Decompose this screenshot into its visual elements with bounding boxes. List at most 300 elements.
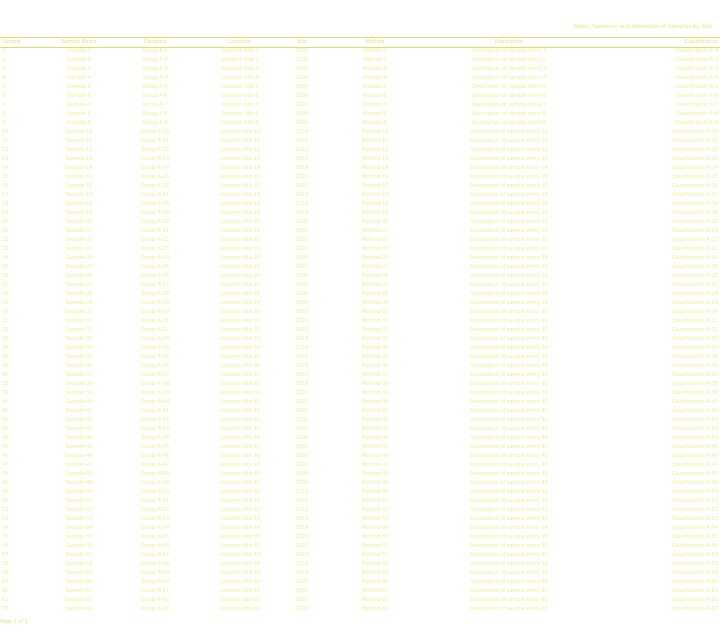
table-cell: Sample-37 <box>65 372 93 378</box>
table-row <box>0 605 720 614</box>
table-cell: 2005 <box>295 84 309 90</box>
table-row <box>0 299 720 308</box>
table-cell: Classification A-22 <box>671 237 718 243</box>
table-cell: Location Site 2 <box>221 57 259 63</box>
table-cell: Sample-20 <box>65 219 93 225</box>
table-cell: Classification A-45 <box>671 444 718 450</box>
table-cell: Sample-7 <box>67 102 91 108</box>
table-row <box>0 290 720 299</box>
table-cell: 2006 <box>295 273 309 279</box>
table-cell: Description of sample entry 48 <box>470 471 548 477</box>
table-cell: Sample-33 <box>65 336 93 342</box>
table-cell: Method-32 <box>361 327 389 333</box>
table-cell: Description of sample entry 60 <box>470 579 548 585</box>
table-cell: 14 <box>2 165 9 171</box>
table-cell: Group A-24 <box>140 255 170 261</box>
table-cell: 2008 <box>295 471 309 477</box>
table-row <box>0 272 720 281</box>
table-cell: Method-63 <box>361 606 389 612</box>
table-cell: Description of sample entry 13 <box>470 156 548 162</box>
table-cell: Description of sample entry 8 <box>471 111 547 117</box>
table-row <box>0 164 720 173</box>
table-cell: 22 <box>2 237 9 243</box>
table-cell: 2003 <box>295 426 309 432</box>
table-cell: Method-46 <box>361 453 389 459</box>
table-cell: Sample-62 <box>65 597 93 603</box>
table-cell: Method-44 <box>361 435 389 441</box>
table-cell: Method-28 <box>361 291 389 297</box>
table-cell: Sample-30 <box>65 309 93 315</box>
table-cell: 2018 <box>295 201 309 207</box>
table-row <box>0 74 720 83</box>
table-cell: Group A-48 <box>140 471 170 477</box>
table-cell: 19 <box>2 210 9 216</box>
table-cell: Group A-13 <box>140 156 170 162</box>
table-cell: Method-14 <box>361 165 389 171</box>
table-cell: Description of sample entry 53 <box>470 516 548 522</box>
table-cell: 44 <box>2 435 9 441</box>
table-cell: 40 <box>2 399 9 405</box>
table-cell: Classification A-34 <box>671 345 718 351</box>
table-cell: 38 <box>2 381 9 387</box>
table-cell: Sample-58 <box>65 561 93 567</box>
table-cell: Classification A-14 <box>671 165 718 171</box>
table-cell: Method-13 <box>361 156 389 162</box>
table-row <box>0 155 720 164</box>
table-cell: Method-35 <box>361 354 389 360</box>
table-cell: Classification A-32 <box>671 327 718 333</box>
table-cell: Method-2 <box>363 57 387 63</box>
table-cell: Sample-22 <box>65 237 93 243</box>
table-cell: Group A-57 <box>140 552 170 558</box>
table-cell: 2014 <box>295 525 309 531</box>
table-cell: Sample-3 <box>67 66 91 72</box>
table-cell: Location Site 33 <box>219 336 261 342</box>
table-cell: Location Site 25 <box>219 264 261 270</box>
table-row <box>0 353 720 362</box>
table-cell: Classification A-49 <box>671 480 718 486</box>
table-cell: 2011 <box>295 498 309 504</box>
table-cell: Classification A-16 <box>671 183 718 189</box>
table-cell: Classification A-4 <box>675 75 718 81</box>
table-cell: Location Site 38 <box>219 381 261 387</box>
table-cell: 2017 <box>295 552 309 558</box>
table-cell: Group A-60 <box>140 579 170 585</box>
table-cell: Description of sample entry 23 <box>470 246 548 252</box>
table-cell: Group A-15 <box>140 174 170 180</box>
table-cell: Sample-10 <box>65 129 93 135</box>
table-cell: Group A-27 <box>140 282 170 288</box>
table-cell: Location Site 16 <box>219 183 261 189</box>
table-cell: Location Site 7 <box>221 102 259 108</box>
table-cell: Group A-49 <box>140 480 170 486</box>
table-cell: Group A-38 <box>140 381 170 387</box>
table-row <box>0 92 720 101</box>
table-cell: Classification A-23 <box>671 246 718 252</box>
table-cell: Description of sample entry 10 <box>470 129 548 135</box>
table-cell: Location Site 21 <box>219 228 261 234</box>
table-cell: Group A-25 <box>140 264 170 270</box>
table-cell: 21 <box>2 228 9 234</box>
table-cell: Sample-38 <box>65 381 93 387</box>
table-cell: Method-27 <box>361 282 389 288</box>
table-cell: Classification A-31 <box>671 318 718 324</box>
table-cell: Location Site 17 <box>219 192 261 198</box>
table-cell: Sample-16 <box>65 183 93 189</box>
table-cell: Method-22 <box>361 237 389 243</box>
table-cell: Description of sample entry 59 <box>470 570 548 576</box>
table-cell: Location Site 55 <box>219 534 261 540</box>
table-cell: Sample-35 <box>65 354 93 360</box>
table-cell: 34 <box>2 345 9 351</box>
table-cell: 2006 <box>295 453 309 459</box>
table-cell: Description of sample entry 24 <box>470 255 548 261</box>
table-cell: Description of sample entry 38 <box>470 381 548 387</box>
table-cell: Method-49 <box>361 480 389 486</box>
table-cell: Classification A-27 <box>671 282 718 288</box>
table-cell: Group A-61 <box>140 588 170 594</box>
table-cell: Location Site 31 <box>219 318 261 324</box>
table-cell: Group A-53 <box>140 516 170 522</box>
table-cell: 2012 <box>295 147 309 153</box>
table-cell: Description of sample entry 6 <box>471 93 547 99</box>
table-cell: Classification A-15 <box>671 174 718 180</box>
table-cell: Description of sample entry 14 <box>470 165 548 171</box>
table-cell: Classification A-57 <box>671 552 718 558</box>
table-cell: Method-31 <box>361 318 389 324</box>
table-cell: Method-30 <box>361 309 389 315</box>
table-cell: Location Site 47 <box>219 462 261 468</box>
table-cell: 31 <box>2 318 9 324</box>
table-row <box>0 452 720 461</box>
table-cell: Method-61 <box>361 588 389 594</box>
table-cell: 2013 <box>295 156 309 162</box>
table-cell: Group A-14 <box>140 165 170 171</box>
table-row <box>0 110 720 119</box>
table-cell: 12 <box>2 147 9 153</box>
table-cell: Sample-46 <box>65 453 93 459</box>
table-cell: Location Site 51 <box>219 498 261 504</box>
table-cell: Sample-52 <box>65 507 93 513</box>
table-cell: Description of sample entry 29 <box>470 300 548 306</box>
column-header: Method <box>365 39 385 45</box>
table-cell: 2009 <box>295 300 309 306</box>
table-cell: 41 <box>2 408 9 414</box>
table-cell: 33 <box>2 336 9 342</box>
table-row <box>0 416 720 425</box>
table-cell: Description of sample entry 61 <box>470 588 548 594</box>
table-cell: 2019 <box>295 570 309 576</box>
table-cell: Description of sample entry 46 <box>470 453 548 459</box>
table-cell: 2009 <box>295 480 309 486</box>
table-row <box>0 119 720 128</box>
table-cell: Location Site 30 <box>219 309 261 315</box>
table-cell: Method-40 <box>361 399 389 405</box>
table-cell: Classification A-59 <box>671 570 718 576</box>
table-row <box>0 101 720 110</box>
table-cell: Description of sample entry 1 <box>471 48 547 54</box>
table-cell: Location Site 56 <box>219 543 261 549</box>
table-cell: Location Site 36 <box>219 363 261 369</box>
table-cell: Method-39 <box>361 390 389 396</box>
table-row <box>0 371 720 380</box>
table-cell: Location Site 18 <box>219 201 261 207</box>
table-cell: 17 <box>2 192 9 198</box>
table-cell: Method-19 <box>361 210 389 216</box>
table-cell: Classification A-51 <box>671 498 718 504</box>
table-cell: Classification A-63 <box>671 606 718 612</box>
table-row <box>0 335 720 344</box>
table-cell: Location Site 12 <box>219 147 261 153</box>
table-cell: Method-33 <box>361 336 389 342</box>
table-cell: Classification A-56 <box>671 543 718 549</box>
table-cell: Group A-47 <box>140 462 170 468</box>
table-cell: 57 <box>2 552 9 558</box>
table-cell: 54 <box>2 525 9 531</box>
table-cell: Location Site 50 <box>219 489 261 495</box>
table-cell: 2007 <box>295 462 309 468</box>
table-cell: Group A-58 <box>140 561 170 567</box>
table-cell: 2001 <box>295 228 309 234</box>
table-row <box>0 425 720 434</box>
table-cell: 2019 <box>295 210 309 216</box>
table-cell: Method-47 <box>361 462 389 468</box>
table-cell: Sample-59 <box>65 570 93 576</box>
table-cell: Location Site 10 <box>219 129 261 135</box>
table-cell: 51 <box>2 498 9 504</box>
table-cell: Sample-25 <box>65 264 93 270</box>
table-cell: Description of sample entry 30 <box>470 309 548 315</box>
table-row <box>0 254 720 263</box>
column-header: Sample Name <box>61 39 97 45</box>
table-cell: Location Site 5 <box>221 84 259 90</box>
table-cell: Description of sample entry 58 <box>470 561 548 567</box>
table-cell: 2004 <box>295 435 309 441</box>
table-cell: Method-51 <box>361 498 389 504</box>
table-cell: Group A-9 <box>142 120 168 126</box>
table-cell: Classification A-18 <box>671 201 718 207</box>
table-row <box>0 218 720 227</box>
table-cell: Group A-20 <box>140 219 170 225</box>
table-cell: Location Site 27 <box>219 282 261 288</box>
table-cell: Sample-41 <box>65 408 93 414</box>
table-cell: Description of sample entry 17 <box>470 192 548 198</box>
table-cell: Group A-26 <box>140 273 170 279</box>
table-cell: Method-62 <box>361 597 389 603</box>
table-cell: Description of sample entry 33 <box>470 336 548 342</box>
table-cell: Classification A-37 <box>671 372 718 378</box>
table-row <box>0 137 720 146</box>
table-cell: 53 <box>2 516 9 522</box>
table-cell: 2010 <box>295 129 309 135</box>
table-cell: Group A-55 <box>140 534 170 540</box>
table-row <box>0 488 720 497</box>
table-cell: Sample-43 <box>65 426 93 432</box>
table-cell: Location Site 19 <box>219 210 261 216</box>
table-cell: Location Site 15 <box>219 174 261 180</box>
table-cell: Classification A-10 <box>671 129 718 135</box>
table-cell: 59 <box>2 570 9 576</box>
table-row <box>0 569 720 578</box>
table-cell: 2004 <box>295 75 309 81</box>
table-cell: Location Site 9 <box>221 120 259 126</box>
table-cell: 2015 <box>295 354 309 360</box>
table-cell: Method-52 <box>361 507 389 513</box>
table-cell: Classification A-39 <box>671 390 718 396</box>
table-cell: Method-55 <box>361 534 389 540</box>
table-row <box>0 200 720 209</box>
table-cell: Sample-26 <box>65 273 93 279</box>
table-cell: Group A-44 <box>140 435 170 441</box>
table-cell: 2019 <box>295 390 309 396</box>
table-cell: Classification A-29 <box>671 300 718 306</box>
table-cell: 58 <box>2 561 9 567</box>
table-cell: Sample-32 <box>65 327 93 333</box>
table-cell: Classification A-17 <box>671 192 718 198</box>
table-cell: 2016 <box>295 543 309 549</box>
table-cell: 62 <box>2 597 9 603</box>
table-cell: Description of sample entry 56 <box>470 543 548 549</box>
table-row <box>0 470 720 479</box>
table-cell: 36 <box>2 363 9 369</box>
table-cell: 47 <box>2 462 9 468</box>
table-cell: Sample-36 <box>65 363 93 369</box>
table-cell: Method-8 <box>363 111 387 117</box>
table-cell: Description of sample entry 21 <box>470 228 548 234</box>
table-cell: 35 <box>2 354 9 360</box>
table-cell: Classification A-35 <box>671 354 718 360</box>
table-cell: 6 <box>2 93 6 99</box>
table-cell: Location Site 59 <box>219 570 261 576</box>
table-cell: 4 <box>2 75 6 81</box>
table-cell: 3 <box>2 66 6 72</box>
table-cell: Location Site 39 <box>219 390 261 396</box>
table-cell: Location Site 6 <box>221 93 259 99</box>
table-cell: 2012 <box>295 507 309 513</box>
table-cell: 2002 <box>295 57 309 63</box>
table-cell: Location Site 57 <box>219 552 261 558</box>
table-cell: Location Site 24 <box>219 255 261 261</box>
table-cell: 45 <box>2 444 9 450</box>
table-cell: Sample-53 <box>65 516 93 522</box>
table-cell: Method-50 <box>361 489 389 495</box>
table-cell: Classification A-36 <box>671 363 718 369</box>
table-cell: Classification A-60 <box>671 579 718 585</box>
table-cell: 2011 <box>295 138 309 144</box>
table-cell: Group A-1 <box>142 48 168 54</box>
table-cell: Method-12 <box>361 147 389 153</box>
table-cell: Sample-27 <box>65 282 93 288</box>
table-cell: Location Site 62 <box>219 597 261 603</box>
column-header: Location <box>229 39 251 45</box>
table-cell: Classification A-50 <box>671 489 718 495</box>
table-cell: Group A-29 <box>140 300 170 306</box>
table-cell: Method-7 <box>363 102 387 108</box>
table-row <box>0 596 720 605</box>
table-cell: Classification A-58 <box>671 561 718 567</box>
table-cell: Group A-8 <box>142 111 168 117</box>
table-cell: Method-21 <box>361 228 389 234</box>
table-cell: Method-56 <box>361 543 389 549</box>
table-cell: Classification A-1 <box>675 48 718 54</box>
table-cell: Method-48 <box>361 471 389 477</box>
table-row <box>0 497 720 506</box>
table-cell: Description of sample entry 22 <box>470 237 548 243</box>
table-cell: Description of sample entry 37 <box>470 372 548 378</box>
table-cell: Method-37 <box>361 372 389 378</box>
table-cell: Description of sample entry 12 <box>470 147 548 153</box>
table-cell: 52 <box>2 507 9 513</box>
table-cell: Group A-45 <box>140 444 170 450</box>
table-cell: Method-11 <box>361 138 389 144</box>
table-row <box>0 461 720 470</box>
table-cell: Classification A-53 <box>671 516 718 522</box>
table-cell: Group A-37 <box>140 372 170 378</box>
table-cell: Group A-21 <box>140 228 170 234</box>
table-cell: Location Site 13 <box>219 156 261 162</box>
table-cell: Location Site 4 <box>221 75 259 81</box>
table-cell: 32 <box>2 327 9 333</box>
table-cell: 56 <box>2 543 9 549</box>
table-cell: Classification A-41 <box>671 408 718 414</box>
table-cell: Classification A-9 <box>675 120 718 126</box>
table-cell: Method-3 <box>363 66 387 72</box>
table-cell: Description of sample entry 26 <box>470 273 548 279</box>
table-cell: Description of sample entry 43 <box>470 426 548 432</box>
table-row <box>0 506 720 515</box>
table-cell: Location Site 63 <box>219 606 261 612</box>
table-cell: Group A-32 <box>140 327 170 333</box>
table-cell: Method-54 <box>361 525 389 531</box>
table-cell: Sample-5 <box>67 84 91 90</box>
table-cell: 2012 <box>295 327 309 333</box>
table-row <box>0 65 720 74</box>
table-cell: 26 <box>2 273 9 279</box>
table-row <box>0 587 720 596</box>
table-cell: 50 <box>2 489 9 495</box>
table-cell: 2003 <box>295 66 309 72</box>
table-row <box>0 443 720 452</box>
table-cell: Classification A-5 <box>675 84 718 90</box>
table-cell: Sample-17 <box>65 192 93 198</box>
table-cell: 23 <box>2 246 9 252</box>
table-cell: Classification A-43 <box>671 426 718 432</box>
table-cell: Location Site 44 <box>219 435 261 441</box>
table-cell: 63 <box>2 606 9 612</box>
table-cell: Location Site 54 <box>219 525 261 531</box>
table-cell: 60 <box>2 579 9 585</box>
table-cell: Sample-44 <box>65 435 93 441</box>
table-cell: Classification A-33 <box>671 336 718 342</box>
table-cell: 2014 <box>295 165 309 171</box>
table-cell: Location Site 20 <box>219 219 261 225</box>
table-cell: Location Site 60 <box>219 579 261 585</box>
table-cell: Location Site 8 <box>221 111 259 117</box>
table-cell: Group A-31 <box>140 318 170 324</box>
table-cell: Method-18 <box>361 201 389 207</box>
table-cell: Location Site 45 <box>219 444 261 450</box>
table-row <box>0 236 720 245</box>
table-cell: 5 <box>2 84 6 90</box>
table-cell: Description of sample entry 9 <box>471 120 547 126</box>
table-cell: Location Site 53 <box>219 516 261 522</box>
table-cell: 2007 <box>295 282 309 288</box>
table-cell: Description of sample entry 47 <box>470 462 548 468</box>
table-cell: Location Site 49 <box>219 480 261 486</box>
table-cell: Group A-40 <box>140 399 170 405</box>
table-cell: 2017 <box>295 192 309 198</box>
table-cell: 2008 <box>295 291 309 297</box>
